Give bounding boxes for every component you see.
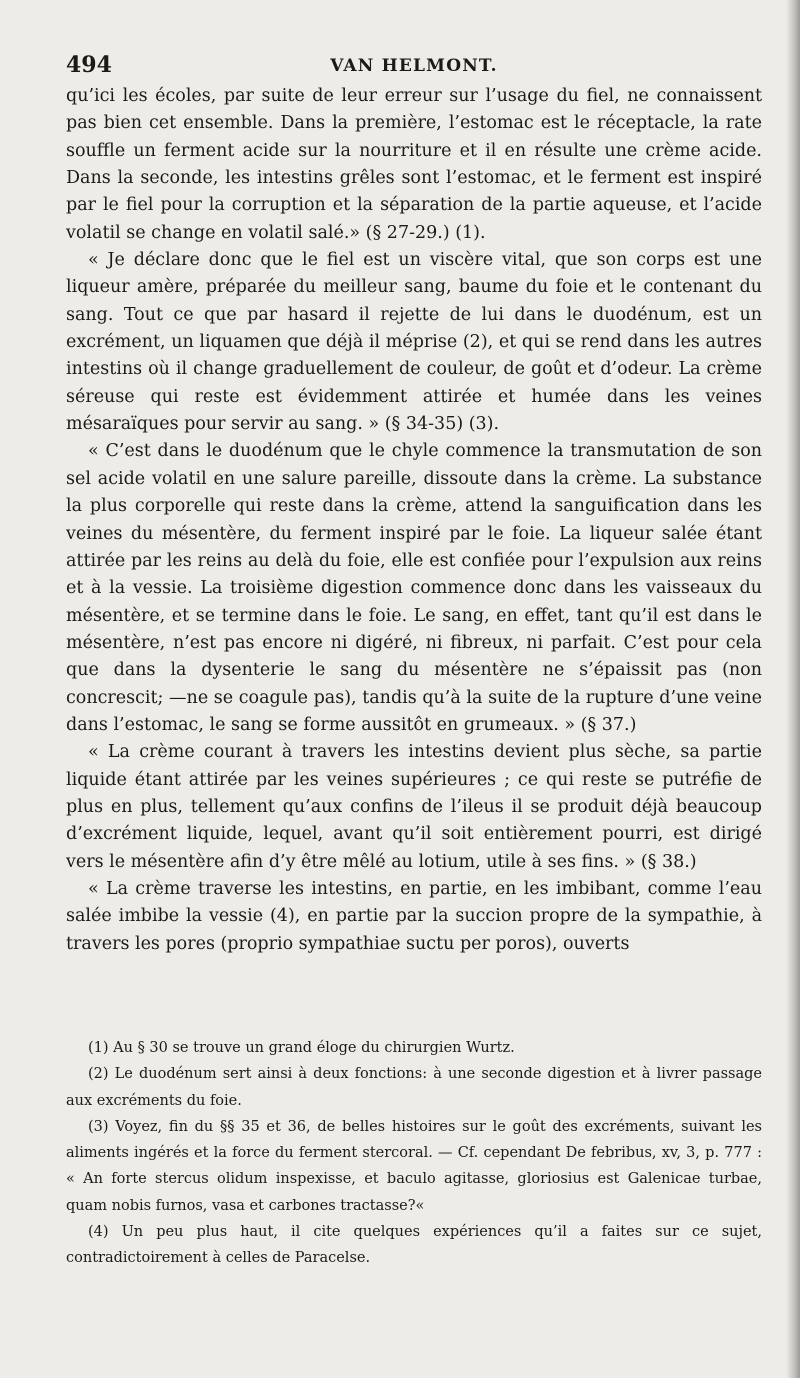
- footnotes: [66, 1035, 762, 1272]
- footnote-1: (1) Au § 30 se trouve un grand éloge du chirurgien Wurtz.: [88, 1040, 515, 1056]
- paragraph-1: qu’ici les écoles, par suite de leur erreur sur l’usage du fiel, ne connaissent pas bien cet ensemble. Dans la première, l’estomac est le réceptacle, la rate souffle un ferment acide sur la nourriture et il en résulte une crème acide. Dans la seconde, les intestins grêles sont l’estomac, et le ferment est inspiré par le fiel pour la corruption et la séparation de la partie aqueuse, et l’acide volatil se change en volatil salé.» (§ 27-29.) (1).: [66, 86, 762, 243]
- footnote-3: (3) Voyez, fin du §§ 35 et 36, de belles histoires sur le goût des excréments, suivant les aliments ingérés et la force du ferment stercoral. — Cf. cependant De febribus, xv, 3, p. 777 : « An forte stercus olidum inspexisse, et baculo agitasse, gloriosius est Galenicae turbae, quam nobis furnos, vasa et carbones tractasse?«: [66, 1118, 762, 1214]
- running-head: VAN HELMONT.: [330, 56, 498, 76]
- footnote-2: (2) Le duodénum sert ainsi à deux fonctions: à une seconde digestion et à livrer passage aux excréments du foie.: [66, 1066, 762, 1109]
- paragraph-5: « La crème traverse les intestins, en partie, en les imbibant, comme l’eau salée imbibe la vessie (4), en partie par la succion propre de la sympathie, à travers les pores (proprio sympathiae suctu per poros), ouverts: [66, 878, 762, 954]
- page-number: 494: [66, 52, 112, 78]
- paragraph-2: « Je déclare donc que le fiel est un viscère vital, que son corps est une liqueur amère, préparée du meilleur sang, baume du foie et le contenant du sang. Tout ce que par hasard il rejette de lui dans le duodénum, est un excrément, un liquamen que déjà il méprise (2), et qui se rend dans les autres intestins où il change graduellement de couleur, de goût et d’odeur. La crème séreuse qui reste est évidemment attirée et humée dans les veines mésaraïques pour servir au sang. » (§ 34-35) (3).: [66, 250, 762, 435]
- body-text: [66, 83, 762, 958]
- footnote-4: (4) Un peu plus haut, il cite quelques expériences qu’il a faites sur ce sujet, contradictoirement à celles de Paracelse.: [66, 1224, 762, 1267]
- paragraph-4: « La crème courant à travers les intestins devient plus sèche, sa partie liquide étant attirée par les veines supérieures ; ce qui reste se putréfie de plus en plus, tellement qu’aux confins de l’ileus il se produit déjà beaucoup d’excrément liquide, lequel, avant qu’il soit entièrement pourri, est dirigé vers le mésentère afin d’y être mêlé au lotium, utile à ses fins. » (§ 38.): [66, 742, 762, 872]
- page-edge-shadow: [786, 0, 800, 1378]
- paragraph-3: « C’est dans le duodénum que le chyle commence la transmutation de son sel acide volatil en une salure pareille, dissoute dans la crème. La substance la plus corporelle qui reste dans la crème, attend la sanguification dans les veines du mésentère, du ferment inspiré par le foie. La liqueur salée étant attirée par les reins au delà du foie, elle est confiée pour l’expulsion aux reins et à la vessie. La troisième digestion commence donc dans les vaisseaux du mésentère, et se termine dans le foie. Le sang, en effet, tant qu’il est dans le mésentère, n’est pas encore ni digéré, ni fibreux, ni parfait. C’est pour cela que dans la dysenterie le sang du mésentère ne s’épaissit pas (non concrescit; —ne se coagule pas), tandis qu’à la suite de la rupture d’une veine dans l’estomac, le sang se forme aussitôt en grumeaux. » (§ 37.): [66, 441, 762, 735]
- page-header: [66, 52, 762, 86]
